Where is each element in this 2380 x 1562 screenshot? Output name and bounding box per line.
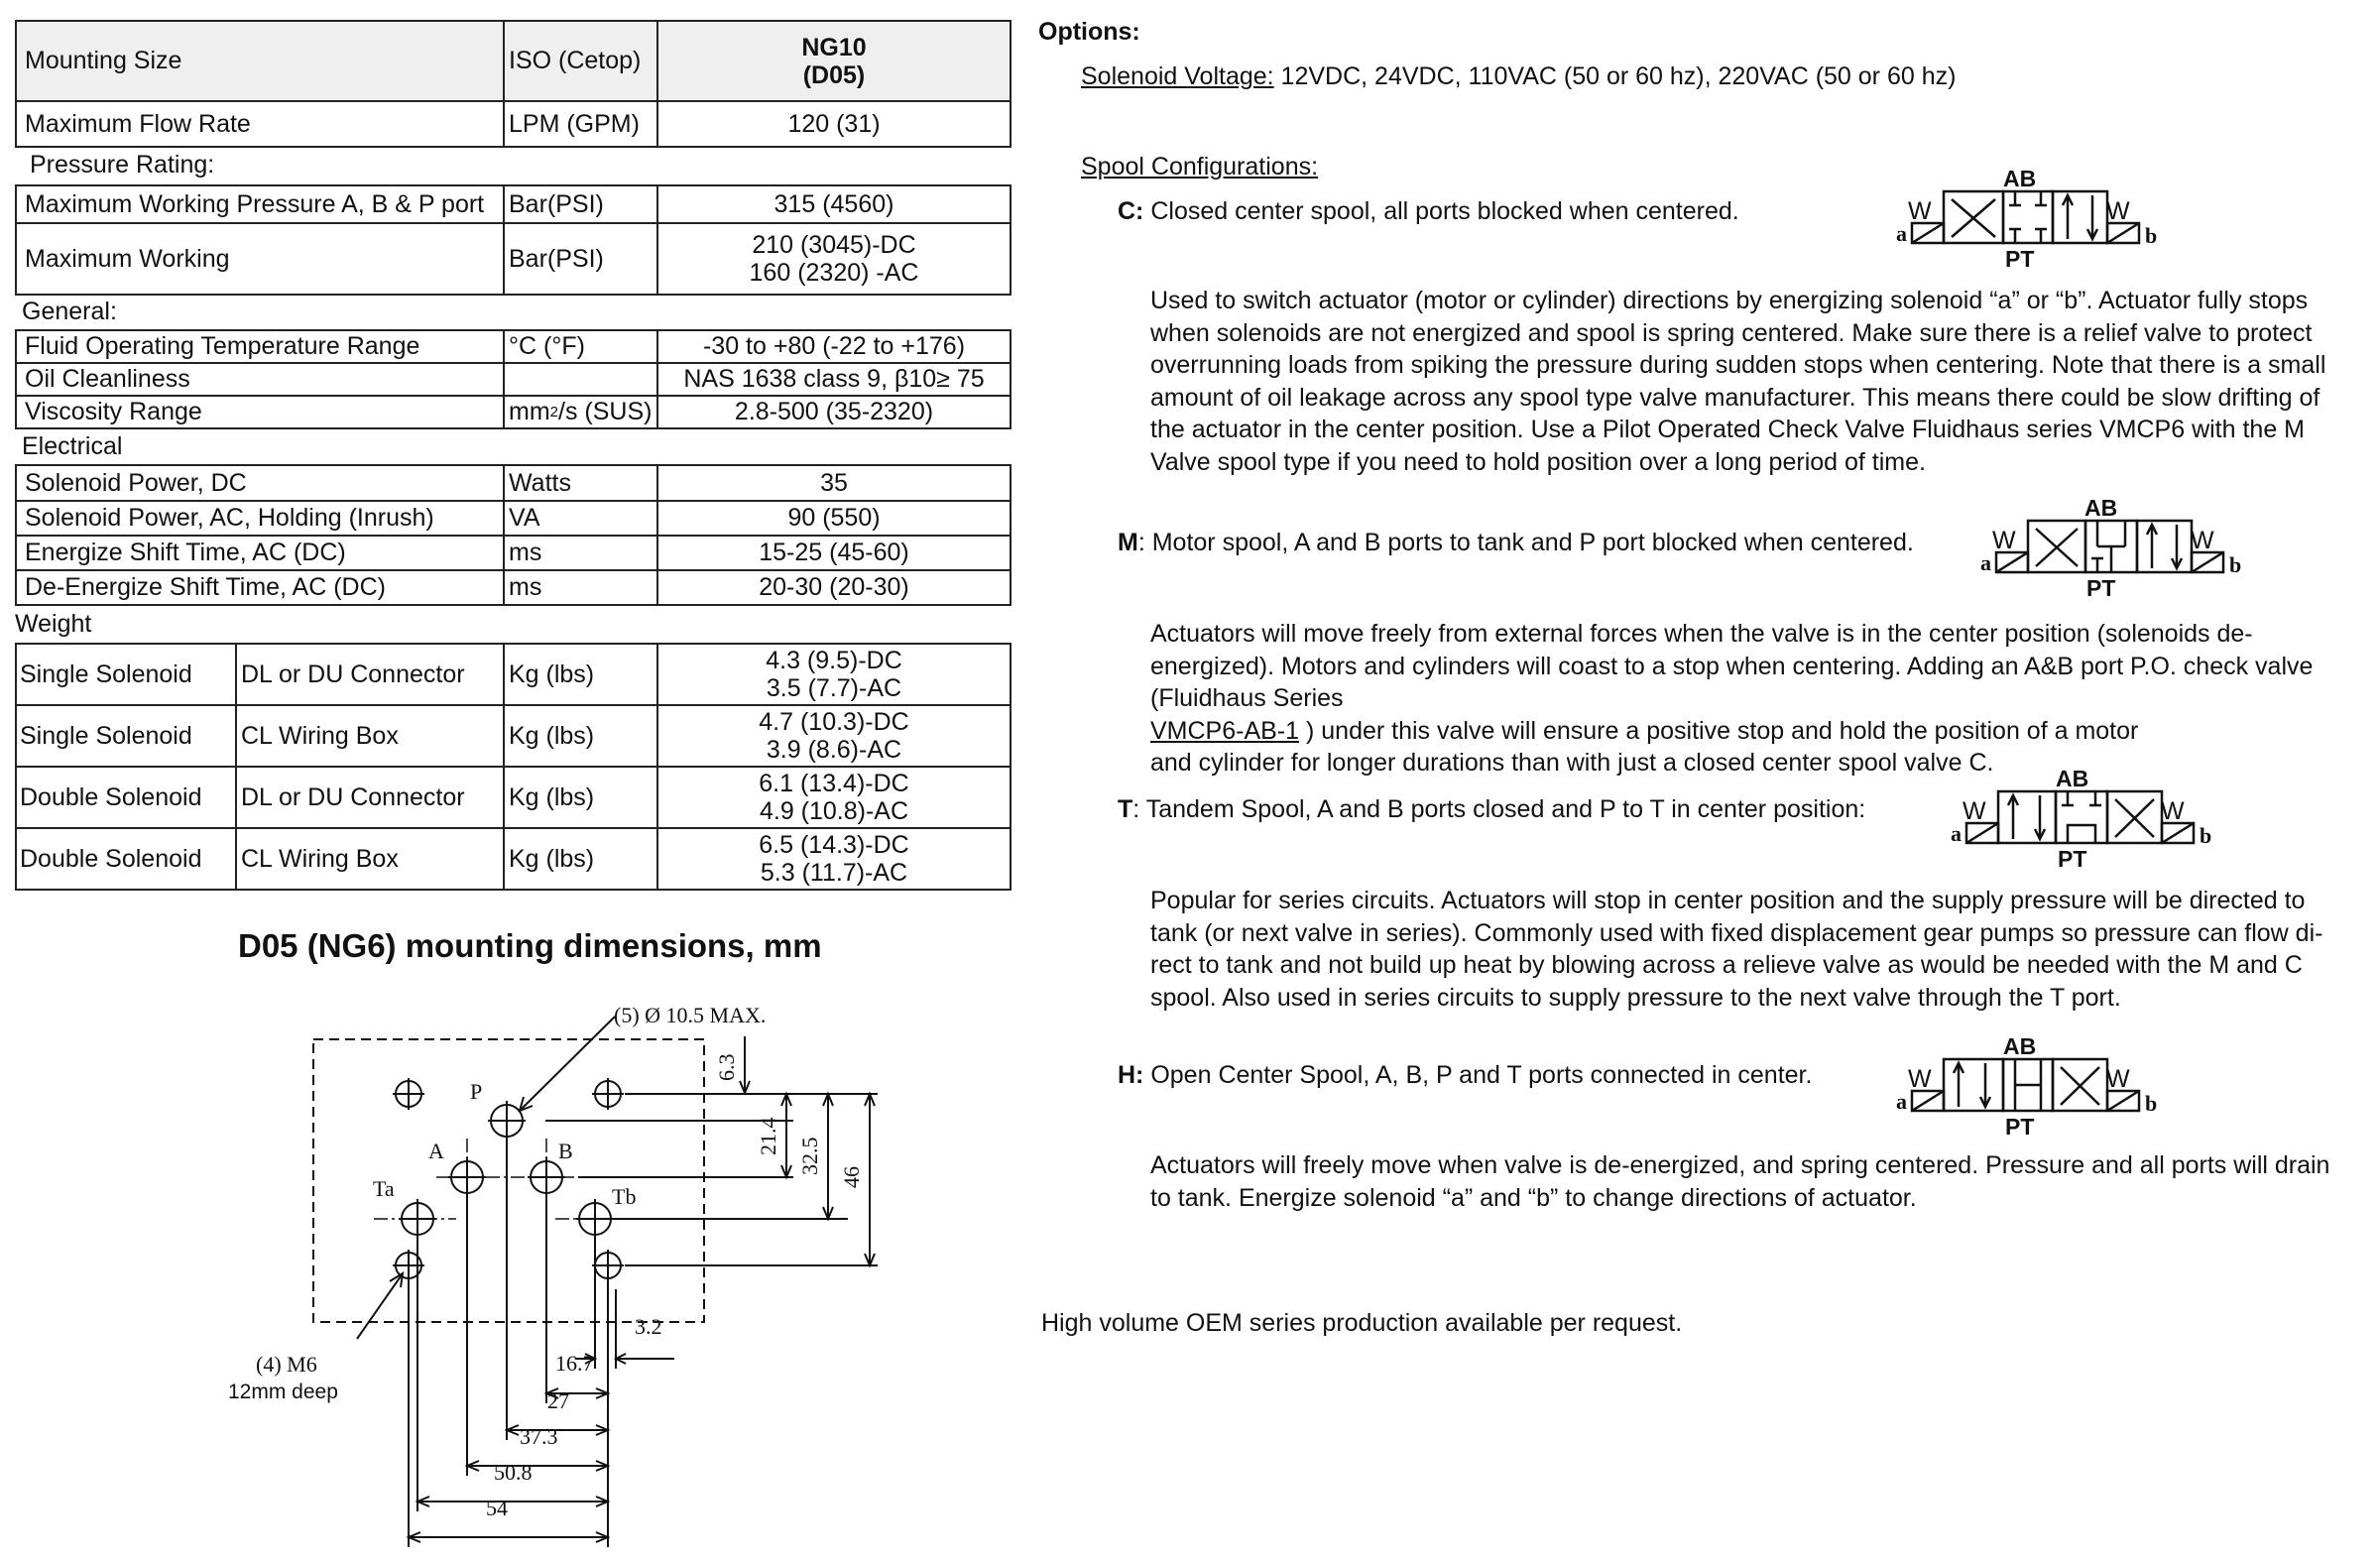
voltage-line <box>1081 60 1956 93</box>
cell-unit: LPM (GPM) <box>503 102 656 146</box>
drawing-title: D05 (NG6) mounting dimensions, mm <box>238 927 822 964</box>
symbol-label-a: a <box>1951 821 1962 846</box>
callout-bolt-line1: (4) M6 <box>256 1352 317 1377</box>
symbol-label-ab: AB <box>2003 1033 2037 1059</box>
cell-value: 35 <box>656 466 1010 500</box>
spring-right-icon: W <box>2106 197 2130 225</box>
spool-m-line: energized). Motors and cylinders will coast to a stop when centering. Adding an A&B port P.O. check valve <box>1150 652 2314 680</box>
spool-t-text: : Tandem Spool, A and B ports closed and P to T in center position: <box>1132 795 1866 823</box>
symbol-label-a: a <box>1896 221 1907 246</box>
value-dc: 210 (3045)-DC <box>752 231 916 259</box>
cell-type: Double Solenoid <box>20 782 202 811</box>
section-general: General: <box>22 298 117 325</box>
cell-unit: Kg (lbs) <box>503 645 656 704</box>
cell-value: NAS 1638 class 9, β10≥ 75 <box>656 364 1010 395</box>
cell-unit: Watts <box>503 466 656 500</box>
spool-h-line: to tank. Energize solenoid “a” and “b” to change directions of actuator. <box>1150 1183 1917 1212</box>
symbol-label-pt: PT <box>2005 1114 2035 1140</box>
value-dc: 6.1 (13.4)-DC <box>759 770 909 797</box>
cell-connector: DL or DU Connector <box>235 768 503 827</box>
symbol-label-ab: AB <box>2003 166 2037 191</box>
value-ac: 3.5 (7.7)-AC <box>766 674 902 702</box>
dim-3-2: 3.2 <box>635 1314 662 1339</box>
spring-right-icon: W <box>2161 797 2185 825</box>
cell-label: Viscosity Range <box>25 398 202 425</box>
port-label-p: P <box>470 1079 483 1104</box>
spring-left-icon: W <box>1908 197 1932 225</box>
cell-unit: Kg (lbs) <box>503 829 656 889</box>
symbol-label-ab: AB <box>2084 495 2118 521</box>
cell-label: Fluid Operating Temperature Range <box>25 332 420 360</box>
cell-connector: CL Wiring Box <box>235 706 503 766</box>
spool-m-line <box>1150 682 2350 747</box>
cell-connector: DL or DU Connector <box>235 645 503 704</box>
spool-t-symbol <box>1949 764 2216 875</box>
cell-unit: VA <box>503 502 656 535</box>
port-label-tb: Tb <box>612 1184 637 1209</box>
spool-m-line: and cylinder for longer durations than with just a closed center spool valve C. <box>1150 749 1994 777</box>
spool-m-symbol <box>1978 493 2246 604</box>
symbol-label-b: b <box>2229 552 2242 577</box>
footer-note: High volume OEM series production available per request. <box>1041 1309 1683 1337</box>
dim-6-3: 6.3 <box>714 1053 739 1081</box>
callout-bolt-line2: 12mm deep <box>228 1381 338 1403</box>
spring-left-icon: W <box>1908 1065 1932 1093</box>
spool-h-title <box>1118 1059 1812 1092</box>
unit-superscript: 2 <box>549 404 558 421</box>
cell-type: Single Solenoid <box>20 660 192 688</box>
bolt-hole-bottom-right <box>592 1250 624 1281</box>
section-pressure-rating: Pressure Rating: <box>30 151 215 179</box>
cell-unit: Bar(PSI) <box>503 186 656 222</box>
dim-37-3: 37.3 <box>520 1424 558 1449</box>
spool-h-text: Open Center Spool, A, B, P and T ports connected in center. <box>1143 1061 1813 1089</box>
symbol-label-pt: PT <box>2005 246 2035 272</box>
spool-m-key: M <box>1118 529 1138 556</box>
cell-unit: °C (°F) <box>503 331 656 362</box>
bolt-hole-top-right <box>592 1078 624 1110</box>
symbol-label-pt: PT <box>2086 575 2116 601</box>
spool-c-key: C: <box>1118 197 1144 225</box>
unit-main: mm <box>509 398 550 425</box>
mounting-dimension-drawing <box>0 0 992 1562</box>
cell-connector: CL Wiring Box <box>235 829 503 889</box>
voltage-values: 12VDC, 24VDC, 110VAC (50 or 60 hz), 220VAC (50 or 60 hz) <box>1273 62 1957 90</box>
cell-value: 20-30 (20-30) <box>656 571 1010 604</box>
spool-t-description <box>1150 885 2350 1014</box>
value-line-2: (D05) <box>802 60 866 89</box>
options-heading: Options: <box>1038 18 1140 46</box>
cell-value: -30 to +80 (-22 to +176) <box>656 331 1010 362</box>
cell-label: Maximum Working <box>25 244 230 273</box>
spool-t-line: tank (or next valve in series). Commonly used with fixed displacement gear pumps so pressure can flow di- <box>1150 918 2323 947</box>
cell-unit: ISO (Cetop) <box>503 22 656 100</box>
cell-value: 90 (550) <box>656 502 1010 535</box>
cell-value: 2.8-500 (35-2320) <box>656 397 1010 427</box>
port-label-a: A <box>428 1139 444 1163</box>
value-line-1: NG10 <box>801 33 867 61</box>
value-ac: 160 (2320) -AC <box>749 259 919 287</box>
cell-label: Solenoid Power, AC, Holding (Inrush) <box>25 504 434 532</box>
bolt-hole-top-left <box>393 1078 424 1110</box>
spool-h-line: Actuators will freely move when valve is de-energized, and spring centered. Pressure and all ports will drain <box>1150 1151 2330 1179</box>
cell-value: 120 (31) <box>656 102 1010 146</box>
spool-c-text: Closed center spool, all ports blocked when centered. <box>1143 197 1739 225</box>
spool-m-title <box>1118 527 1914 559</box>
symbol-label-ab: AB <box>2056 766 2089 791</box>
spool-m-description <box>1150 618 2350 780</box>
cell-unit: Kg (lbs) <box>503 768 656 827</box>
spool-m-text: : Motor spool, A and B ports to tank and P port blocked when centered. <box>1137 529 1914 556</box>
dim-54: 54 <box>486 1496 508 1520</box>
spool-m-line3-post: ) under this valve will ensure a positive stop and hold the position of a motor <box>1299 716 2139 745</box>
symbol-label-a: a <box>1896 1089 1907 1114</box>
dim-27: 27 <box>547 1388 569 1413</box>
cell-label: Oil Cleanliness <box>25 365 190 393</box>
port-label-ta: Ta <box>373 1176 395 1201</box>
port-label-b: B <box>558 1139 573 1163</box>
value-dc: 4.7 (10.3)-DC <box>759 708 909 736</box>
cell-label: Maximum Flow Rate <box>25 109 251 138</box>
dim-50-8: 50.8 <box>494 1460 533 1485</box>
spool-t-key: T <box>1118 795 1133 823</box>
spool-c-line: Valve spool type if you need to hold position over a long period of time. <box>1150 447 1926 476</box>
dim-32-5: 32.5 <box>797 1137 822 1175</box>
value-dc: 4.3 (9.5)-DC <box>766 647 902 674</box>
spool-m-line: Actuators will move freely from external forces when the valve is in the center position (solenoids de- <box>1150 620 2253 648</box>
cell-label: Mounting Size <box>25 47 182 74</box>
cell-type: Double Solenoid <box>20 844 202 873</box>
spool-m-line3-pre: (Fluidhaus Series <box>1150 684 1344 712</box>
cell-label: Solenoid Power, DC <box>25 468 247 497</box>
spring-right-icon: W <box>2191 527 2214 554</box>
spool-h-description <box>1150 1149 2350 1214</box>
cell-type: Single Solenoid <box>20 721 192 750</box>
spool-h-key: H: <box>1118 1061 1144 1089</box>
symbol-label-a: a <box>1980 550 1991 575</box>
value-ac: 4.9 (10.8)-AC <box>759 797 909 825</box>
spool-configurations-label: Spool Configurations: <box>1081 153 1319 180</box>
voltage-label: Solenoid Voltage: <box>1081 62 1274 90</box>
cell-unit: Bar(PSI) <box>503 224 656 294</box>
cell-label: De-Energize Shift Time, AC (DC) <box>25 573 386 601</box>
spool-c-symbol <box>1894 164 2162 275</box>
spool-t-line: Popular for series circuits. Actuators will stop in center position and the supply pressure will be directed to <box>1150 887 2306 914</box>
unit-rest: /s (SUS) <box>558 398 653 425</box>
cell-label: Maximum Working Pressure A, B & P port <box>25 189 485 218</box>
value-ac: 5.3 (11.7)-AC <box>760 859 908 887</box>
cell-value: 315 (4560) <box>656 186 1010 222</box>
cell-unit: ms <box>503 537 656 569</box>
spring-left-icon: W <box>1992 527 2016 554</box>
spool-t-title <box>1118 793 1865 826</box>
symbol-label-pt: PT <box>2058 846 2087 872</box>
spool-c-line: amount of oil leakage across any spool type valve manufacturer. This means there could be slow drifting of <box>1150 383 2320 412</box>
cell-value: 15-25 (45-60) <box>656 537 1010 569</box>
spool-t-line: rect to tank and not build up heat by blowing across a relieve valve as would be needed with the M and C <box>1150 951 2303 979</box>
value-ac: 3.9 (8.6)-AC <box>766 736 902 764</box>
dim-21-4: 21.4 <box>756 1117 780 1155</box>
cell-unit: ms <box>503 571 656 604</box>
spool-c-line: Used to switch actuator (motor or cylinder) directions by energizing solenoid “a” or “b”. Actuator fully stops <box>1150 287 2309 314</box>
dim-46: 46 <box>839 1166 864 1188</box>
symbol-label-b: b <box>2200 823 2212 848</box>
spool-c-title <box>1118 195 1739 228</box>
dim-16-7: 16.7 <box>555 1351 594 1376</box>
spool-c-line: overrunning loads from spiking the pressure during sudden stops when centering. Note that there is a small <box>1150 351 2326 379</box>
spring-left-icon: W <box>1963 797 1986 825</box>
section-weight: Weight <box>15 610 92 638</box>
cell-unit: Kg (lbs) <box>503 706 656 766</box>
symbol-label-b: b <box>2145 1091 2158 1116</box>
spool-c-line: the actuator in the center position. Use a Pilot Operated Check Valve Fluidhaus series VMCP6 with the M <box>1150 416 2306 443</box>
spring-right-icon: W <box>2106 1065 2130 1093</box>
spool-h-symbol <box>1894 1031 2162 1142</box>
spool-c-description <box>1150 285 2350 478</box>
symbol-label-b: b <box>2145 223 2158 248</box>
callout-top: (5) Ø 10.5 MAX. <box>614 1003 767 1027</box>
vmcp6-ab-1-link[interactable]: VMCP6-AB-1 <box>1150 716 1300 745</box>
cell-label: Energize Shift Time, AC (DC) <box>25 539 346 566</box>
spool-c-line: when solenoids are not energized and spool is spring centered. Make sure there is a relief valve to protect <box>1150 318 2313 347</box>
section-electrical: Electrical <box>22 432 123 460</box>
value-dc: 6.5 (14.3)-DC <box>759 831 909 859</box>
spool-t-line: spool. Also used in series circuits to supply pressure to the next valve through the T port. <box>1150 983 2121 1012</box>
